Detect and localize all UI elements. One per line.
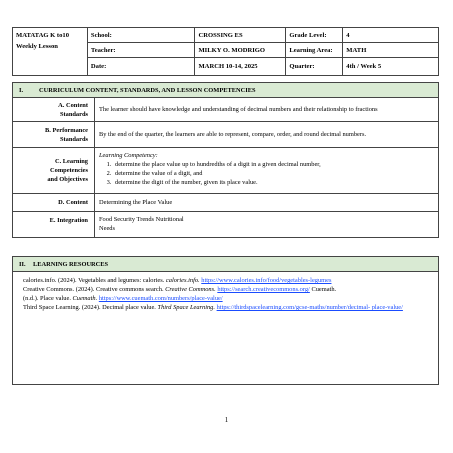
reference-link[interactable]: https://thirdspacelearning.com/gcse-maths/number/decimal- place-value/ [216, 304, 403, 312]
competency-list [99, 160, 435, 187]
learning-area-label: Learning Area: [286, 43, 343, 58]
date-label: Date: [87, 58, 195, 76]
grade-value: 4 [343, 28, 439, 43]
reference-item: calories.info. (2024). Vegetables and legumes: calories. calories.info. https://www.calories.info/food/vegetables-legumes [23, 277, 332, 284]
reference-link[interactable]: https://www.calories.info/food/vegetables-legumes [201, 277, 332, 284]
learning-area-value: MATH [343, 43, 439, 58]
performance-standards-value: By the end of the quarter, the learners are able to represent, compare, order, and round decimal numbers. [95, 122, 439, 148]
school-label: School: [87, 28, 195, 43]
section-heading-resources: II. LEARNING RESOURCES [13, 257, 439, 272]
content-standards-label: A. Content Standards [13, 98, 95, 122]
quarter-value: 4th / Week 5 [343, 58, 439, 76]
school-value: CROSSING ES [195, 28, 286, 43]
competency-item: 1. determine the place value up to hundredths of a digit in a given decimal number, [113, 160, 435, 169]
competencies-value [95, 148, 439, 194]
header-table [12, 27, 439, 76]
grade-label: Grade Level: [286, 28, 343, 43]
integration-value: Food Security Trends Nutritional Needs [95, 212, 439, 238]
page-number: 1 [224, 416, 229, 424]
reference-link[interactable]: https://search.creativecommons.org/ [217, 286, 310, 294]
competency-item: 2. determine the value of a digit, and [113, 169, 435, 178]
content-value: Determining the Place Value [95, 194, 439, 212]
content-label: D. Content [13, 194, 95, 212]
section-heading-curriculum: I. CURRICULUM CONTENT, STANDARDS, AND LESSON COMPETENCIES [13, 83, 439, 98]
competency-title: Learning Competency: [99, 152, 158, 159]
reference-item: (n.d.). Place value. Cuemath. https://www.cuemath.com/numbers/place-value/ [23, 295, 223, 303]
competency-item: 3. determine the digit of the number, given its place value. [113, 178, 435, 187]
performance-standards-label: B. Performance Standards [13, 122, 95, 148]
date-value: MARCH 10-14, 2025 [195, 58, 286, 76]
document-title: MATATAG K to10 Weekly Lesson [13, 28, 88, 76]
reference-list [13, 272, 439, 385]
competencies-label: C. Learning Competencies and Objectives [13, 148, 95, 194]
teacher-value: MILKY O. MODRIGO [195, 43, 286, 58]
curriculum-section [12, 82, 439, 238]
reference-item: Third Space Learning. (2024). Decimal place value. Third Space Learning. https://thirdspacelearning.com/gcse-maths/number/decimal- place-value/ [23, 304, 403, 312]
quarter-label: Quarter: [286, 58, 343, 76]
reference-link[interactable]: https://www.cuemath.com/numbers/place-value/ [98, 295, 223, 303]
learning-resources-section [12, 256, 439, 385]
reference-item: Creative Commons. (2024). Creative commons search. Creative Commons. https://search.creativecommons.org/ Cuemath. [23, 286, 337, 294]
content-standards-value: The learner should have knowledge and understanding of decimal numbers and their relationship to fractions [95, 98, 439, 122]
integration-label: E. Integration [13, 212, 95, 238]
teacher-label: Teacher: [87, 43, 195, 58]
